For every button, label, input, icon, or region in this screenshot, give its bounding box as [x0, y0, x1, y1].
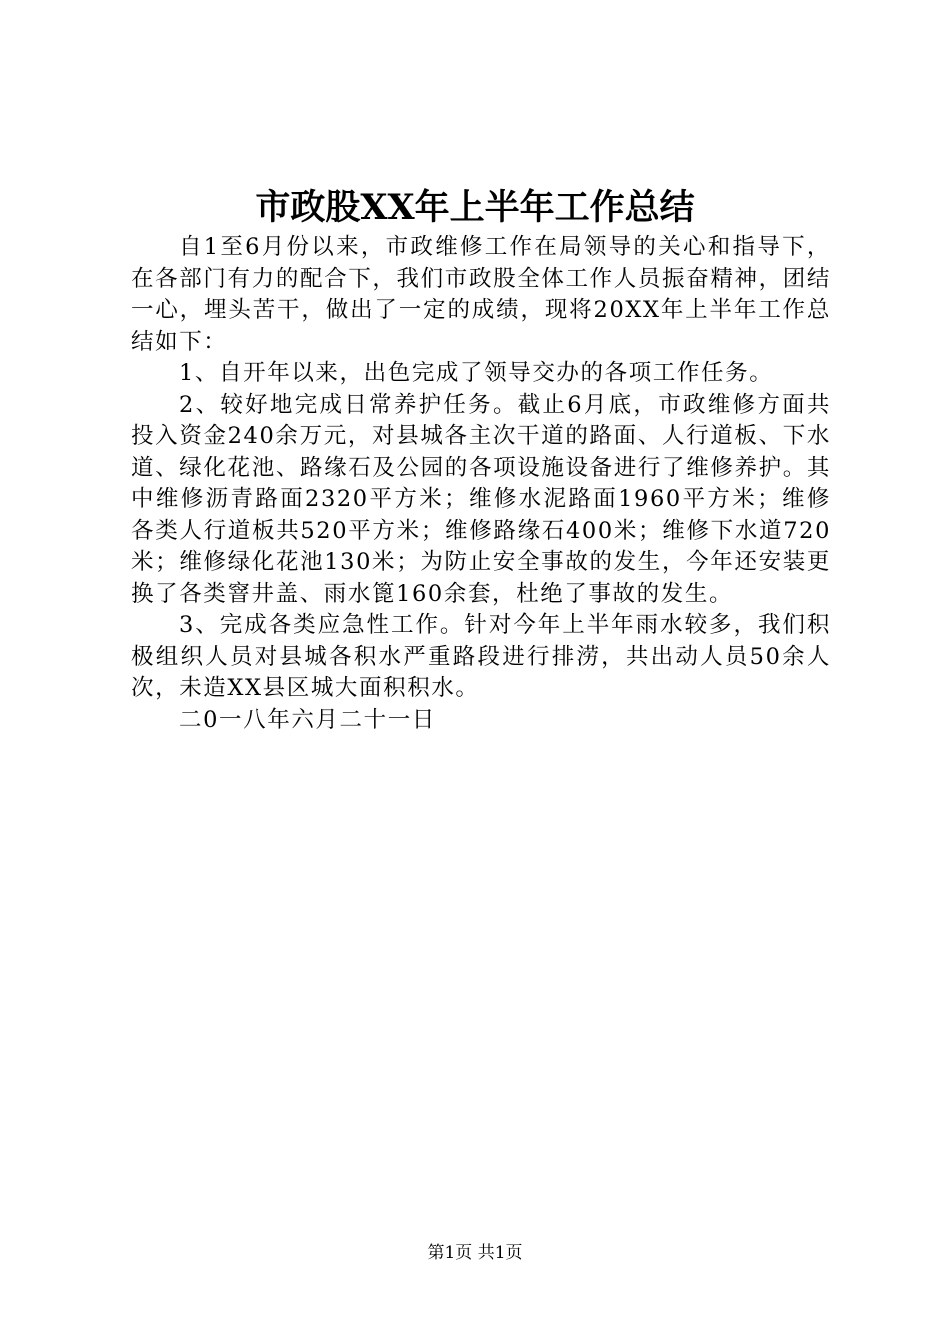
date-line: 二0一八年六月二十一日: [179, 706, 436, 733]
item-2-paragraph: 2、较好地完成日常养护任务。截止6月底，市政维修方面共投入资金240余万元，对县城各主次干道的路面、人行道板、下水道、绿化花池、路缘石及公园的各项设施设备进行了维修养护。其中维修沥青路面2320平方米；维修水泥路面1960平方米；维修各类人行道板共520平方米；维修路缘石400米；维修下水道720米；维修绿化花池130米；为防止安全事故的发生，今年还安装更换了各类窨井盖、雨水篦160余套，杜绝了事故的发生。: [131, 391, 831, 607]
item-3-paragraph: 3、完成各类应急性工作。针对今年上半年雨水较多，我们积极组织人员对县城各积水严重路段进行排涝，共出动人员50余人次，未造XX县区城大面积积水。: [131, 612, 831, 701]
item-1-paragraph: 1、自开年以来，出色完成了领导交办的各项工作任务。: [179, 360, 774, 386]
document-body: [131, 232, 831, 736]
document-title: 市政股XX年上半年工作总结: [255, 187, 695, 228]
intro-paragraph: 自1至6月份以来，市政维修工作在局领导的关心和指导下，在各部门有力的配合下，我们市政股全体工作人员振奋精神，团结一心，埋头苦干，做出了一定的成绩，现将20XX年上半年工作总结如下：: [131, 234, 831, 355]
page-footer: 第1页 共1页: [427, 1243, 523, 1263]
